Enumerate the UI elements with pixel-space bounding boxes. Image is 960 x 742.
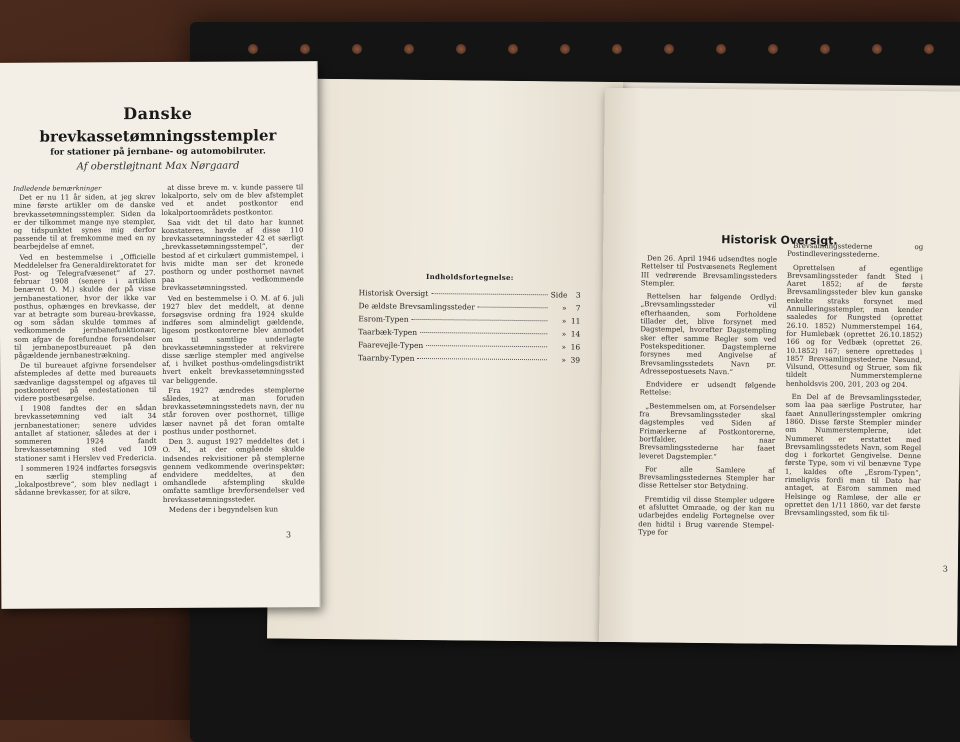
page-heading: Historisk Oversigt. [721, 233, 838, 248]
toc-entry-page: 14 [570, 329, 581, 339]
contents-page [267, 78, 623, 642]
paragraph: Den 3. august 1927 meddeltes det i O. M., at der omgående skulde indsendes rekvisitioner på stemplerne gennem vedkommende overinspektør; endvidere meddeltes, at den omhandlede afstempling skulde omfatte samtlige brevforsendelser ved brevkassetømningssteder. [162, 437, 305, 504]
toc-entry-page: 16 [570, 342, 581, 352]
toc-entry-title: Taarnby-Typen [357, 353, 415, 363]
text-column-right [784, 242, 923, 524]
toc-entry-title: Taarbæk-Typen [358, 327, 418, 337]
toc-leader-dots [426, 345, 547, 347]
punch-hole [352, 44, 362, 54]
paragraph: Medens der i begyndelsen kun [168, 505, 279, 514]
paragraph: Det er nu 11 år siden, at jeg skrev mine første artikler om de danske brevkassetømningsstempler. Siden da er der tilkommet mange nye stempler, og tidspunktet synes mig derfor passende til at fremkomme med en ny bearbejdelse af emnet. [13, 193, 156, 252]
paragraph: „Bestemmelsen om, at Forsendelser fra Brevsamlingssteder skal dagstemples ved Siden af Frimærkerne af Postkontorerne, bortfalder, naar Brevsamlingsstederne har faaet leveret Dagstempler.“ [638, 402, 776, 461]
toc-entry-sign: » [561, 355, 567, 365]
punch-hole [560, 44, 570, 54]
toc-entry-title: Historisk Oversigt [358, 288, 429, 299]
open-booklet [267, 78, 960, 645]
toc-heading: Indholdsfortegnelse: [426, 272, 514, 282]
toc-entry-sign: » [561, 342, 567, 352]
punch-hole [508, 44, 518, 54]
paragraph: I sommeren 1924 indførtes forsøgsvis en særlig stempling af „lokalpostbreve“, som blev nedlagt i sådanne brevkasser, for at sikre, [14, 463, 157, 498]
toc-entry-title: Esrom-Typen [358, 314, 409, 324]
page-number: 3 [285, 530, 292, 540]
punch-hole [872, 44, 882, 54]
article-subtitle: for stationer på jernbane- og automobilruter. [50, 146, 266, 158]
punch-hole [820, 44, 830, 54]
paragraph: Oprettelsen af egentlige Brevsamlingssteder fandt Sted i Aaret 1852; af de første Brevsamlingssteder blev kun ganske enkelte straks forsynet med Annulleringsstempler, man kender saaledes for Rungsted (oprettet 26.10. 1852) Nummerstempel 164, for Humlebæk (oprettet 26.10.1852) 166 og for Vedbæk (oprettet 26. 10.1852) 167; senere oprettedes i 1857 Brevsamlingsstederne Nøsund, Vilsund, Ottesund og Struer, som fik tildelt Nummerstemplerne henholdsvis 200, 201, 203 og 204. [785, 263, 924, 389]
article-page [0, 61, 320, 609]
paragraph: Fra 1927 ændredes stemplerne således, at man foruden brevkassetømningsstedets navn, der nu står foroven over posthornet, tillige læser navnet på det foran omtalte posthus under posthornet. [162, 386, 305, 436]
toc-leader-dots [478, 307, 548, 309]
punch-hole [456, 44, 466, 54]
punch-hole [924, 44, 934, 54]
paragraph: Fremtidig vil disse Stempler udgøre et afsluttet Omraade, og der kan nu udarbejdes endelig Fortegnelse over den hidtil i Brug værende Stempel-Type for [638, 495, 775, 537]
history-page [599, 88, 960, 646]
punch-hole [612, 44, 622, 54]
paragraph: En Del af de Brevsamlingssteder, som laa paa særlige Postruter, har faaet Annulleringsstempler omkring 1860. Disse første Stempler minder om Nummerstemplerne, idet Nummeret er erstattet med Brevsamlingsstedets Navn, som Regel dog i forkortet Gengivelse. Denne første Type, som vi vil benævne Type 1, kaldes ofte „Esrom-Typen“, rimeligvis fordi man til Dato har antaget, at Esrom sammen med Helsinge og Ramløse, der alle er oprettet den 1/11 1860, var det første Brevsamlingssted, som fik til- [784, 392, 922, 519]
page-number: 3 [942, 564, 948, 574]
punch-hole [768, 44, 778, 54]
toc-leader-dots [420, 332, 547, 334]
punch-hole [716, 44, 726, 54]
paragraph: For alle Samlere af Brevsamlingsstedernes Stempler har disse Rettelser stor Betydning. [638, 465, 775, 491]
punch-hole [404, 44, 414, 54]
text-column-right [161, 183, 305, 516]
punch-hole [300, 44, 310, 54]
toc-entry-sign: » [561, 329, 567, 339]
table-of-contents [358, 271, 581, 368]
toc-leader-dots [412, 319, 548, 321]
paragraph: Endvidere er udsendt følgende Rettelse: [639, 380, 776, 398]
section-subheading: Indledende bemærkninger [13, 184, 102, 193]
toc-list [358, 288, 581, 368]
paragraph: De til bureauet afgivne forsendelser afstempledes af dette med bureauets sædvanlige dagsstempel og afgaves til postkontoret på endestationen til videre postbesørgelse. [14, 361, 157, 403]
punch-hole [664, 44, 674, 54]
toc-leader-dots [417, 358, 547, 360]
toc-entry-page: 11 [570, 316, 581, 326]
paragraph: Den 26. April 1946 udsendtes nogle Rettelser til Postvæsenets Reglement III vedrørende Brevsamlingssteders Stempler. [640, 254, 778, 288]
article-author: Af oberstløjtnant Max Nørgaard [76, 160, 240, 173]
paragraph: Brevsamlingsstederne og Postindleveringsstederne. [787, 241, 924, 260]
toc-entry-page: 3 [575, 290, 581, 300]
toc-entry [358, 353, 580, 368]
toc-entry-title: De ældste Brevsamlingssteder [358, 301, 476, 312]
toc-entry-page: 7 [575, 303, 581, 313]
article-title-line: brevkassetømningsstempler [39, 126, 277, 146]
text-column-left [13, 184, 157, 499]
paragraph: I 1908 fandtes der en sådan brevkassetømning ved ialt 34 jernbanestationer; senere udvides antallet af stationer, således at der i sommeren 1924 fandt brevkassetømning sted ved 109 stationer samt i Herslev ved Fredericia. [14, 404, 157, 463]
toc-entry-sign: » [561, 316, 567, 326]
paragraph: Ved en bestemmelse i „Officielle Meddelelser fra Generaldirektoratet for Post- og Telegrafvæsenet“ af 27. februar 1908 (senere i artiklen benævnt O. M.) skulde der på visse jernbanestationer, hvor der ikke var posthus, ophænges en brevkasse, der var at betragte som bureau-brevkasse, og som sådan skulde tømmes af vedkommende jernbanefunktionær, som afgav de forefundne forsendelser til jernbanepostbureauet på den pågældende jernbanestrækning. [13, 252, 157, 360]
toc-entry-sign: » [561, 303, 567, 313]
toc-entry-title: Faarevejle-Typen [358, 340, 424, 350]
paragraph: Ved en bestemmelse i O. M. af 6. juli 1927 blev det meddelt, at denne forsøgsvise ordning fra 1924 skulde indføres som almindeligt gældende, ligesom postkontorerne blev anmodet om til samtlige underlagte brevkassetømningssteder at rekvirere disse særlige stempler med angivelse af, i hvilket posthus-omdelingsdistrikt hvert enkelt brevkassetømningssted var beliggende. [161, 293, 305, 385]
punch-hole [248, 44, 258, 54]
paragraph: Rettelsen har følgende Ordlyd: „Brevsamlingssteder vil efterhaanden, som Forholdene tillader det, blive forsynet med Dagstempel, hvorefter Dagstempling sker efter samme Regler som ved Postekspeditioner. Dagstemplerne forsynes med Angivelse af Brevsamlingsstedets Navn pr. Adressepostuesets Navn.“ [639, 292, 777, 377]
paragraph: Saa vidt det til dato har kunnet konstateres, havde af disse 110 brevkassetømningssteder 42 et særligt „brevkassetømningsstempel“, der bestod af et cirkulært gummistempel, i hvis midte man ser det kronede posthorn og under posthornet navnet paa vedkommende brevkassetømningssted. [161, 218, 304, 293]
toc-entry-sign: Side [550, 290, 568, 300]
toc-entry-page: 39 [570, 355, 581, 365]
toc-leader-dots [431, 293, 547, 295]
article-title-line: Danske [123, 103, 193, 124]
text-column-left [638, 254, 777, 543]
paragraph: at disse breve m. v. kunde passere til lokalporto, selv om de blev afstemplet ved et andet postkontor end lokalportoområdets postkontor. [161, 183, 304, 217]
